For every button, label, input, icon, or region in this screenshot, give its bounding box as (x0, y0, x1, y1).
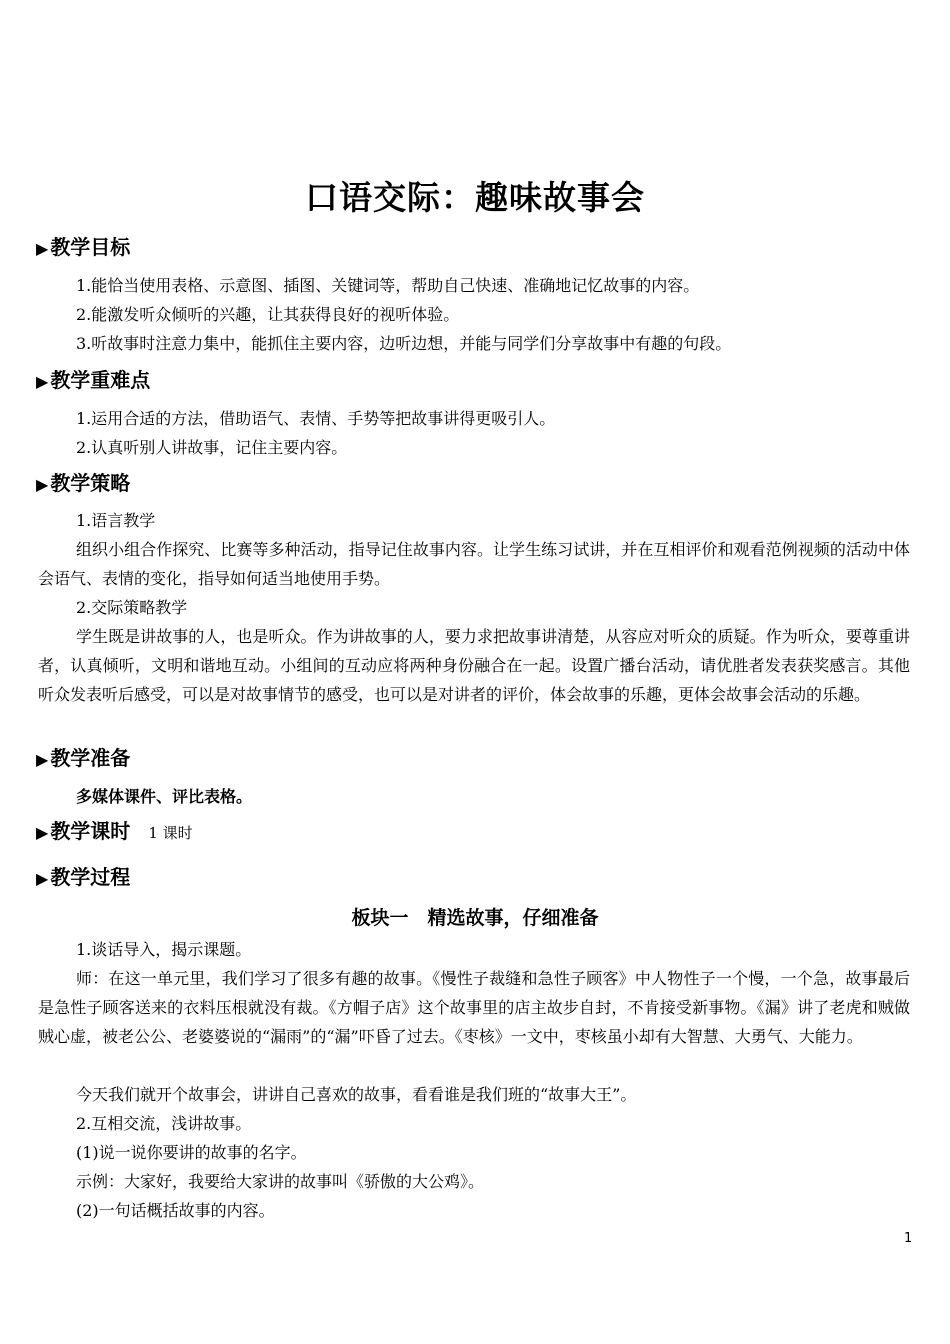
key-point-item-2: 2.认真听别人讲故事，记住主要内容。 (76, 438, 348, 457)
goal-item-1: 1.能恰当使用表格、示意图、插图、关键词等，帮助自己快速、准确地记忆故事的内容。 (76, 276, 700, 295)
triangle-bullet-icon: ▶ (36, 750, 49, 769)
goal-item-3: 3.听故事时注意力集中，能抓住主要内容，边听边想，并能与同学们分享故事中有趣的句段。 (76, 334, 732, 353)
process-step-1: 1.谈话导入，揭示课题。 (76, 940, 252, 959)
page-number: 1 (904, 1231, 913, 1246)
heading-goals: ▶ 教学目标 (36, 235, 131, 259)
strategy-item1-text: 组织小组合作探究、比赛等多种活动，指导记住故事内容。让学生练习试讲，并在互相评价和观看范例视频的活动中体会语气、表情的变化，指导如何适当地使用手势。 (38, 540, 910, 588)
page-title: 口语交际：趣味故事会 (305, 178, 645, 217)
triangle-bullet-icon: ▶ (36, 823, 49, 842)
triangle-bullet-icon: ▶ (36, 475, 49, 494)
process-sub-1: (1)说一说你要讲的故事的名字。 (76, 1143, 307, 1162)
heading-key-points: ▶ 教学重难点 (36, 368, 151, 392)
process-sub-2: (2)一句话概括故事的内容。 (76, 1201, 275, 1220)
heading-prep: ▶ 教学准备 (36, 746, 131, 770)
strategy-item2-text: 学生既是讲故事的人，也是听众。作为讲故事的人，要力求把故事讲清楚，从容应对听众的质疑。作为听众，要尊重讲者，认真倾听，文明和谐地互动。小组间的互动应将两种身份融合在一起。设置广播台活动，请优胜者发表获奖感言。其他听众发表听后感受，可以是对故事情节的感受，也可以是对讲者的评价，体会故事的乐趣，更体会故事会活动的乐趣。 (38, 627, 910, 704)
heading-strategy: ▶ 教学策略 (36, 471, 131, 495)
block-title: 板块一 精选故事，仔细准备 (351, 907, 599, 929)
process-example: 示例：大家好，我要给大家讲的故事叫《骄傲的大公鸡》。 (76, 1172, 485, 1191)
prep-text: 多媒体课件、评比表格。 (76, 787, 253, 806)
key-point-item-1: 1.运用合适的方法，借助语气、表情、手势等把故事讲得更吸引人。 (76, 409, 556, 428)
triangle-bullet-icon: ▶ (36, 239, 49, 258)
strategy-item1-title: 1.语言教学 (76, 511, 156, 530)
hours-value: 1 课时 (148, 824, 193, 842)
goal-item-2: 2.能激发听众倾听的兴趣，让其获得良好的视听体验。 (76, 305, 460, 324)
process-paragraph-2: 今天我们就开个故事会，讲讲自己喜欢的故事，看看谁是我们班的“故事大王”。 (76, 1085, 637, 1104)
triangle-bullet-icon: ▶ (36, 869, 49, 888)
heading-hours: ▶ 教学课时 1 课时 (36, 819, 193, 843)
heading-process: ▶ 教学过程 (36, 865, 131, 889)
strategy-item2-title: 2.交际策略教学 (76, 598, 188, 617)
triangle-bullet-icon: ▶ (36, 372, 49, 391)
process-paragraph-1: 师：在这一单元里，我们学习了很多有趣的故事。《慢性子裁缝和急性子顾客》中人物性子一个慢，一个急，故事最后是急性子顾客送来的衣料压根就没有裁。《方帽子店》这个故事里的店主故步自封，不肯接受新事物。《漏》讲了老虎和贼做贼心虚，被老公公、老婆婆说的“漏雨”的“漏”吓昏了过去。《枣核》一文中，枣核虽小却有大智慧、大勇气、大能力。 (38, 969, 910, 1046)
process-step-2: 2.互相交流，浅讲故事。 (76, 1114, 252, 1133)
